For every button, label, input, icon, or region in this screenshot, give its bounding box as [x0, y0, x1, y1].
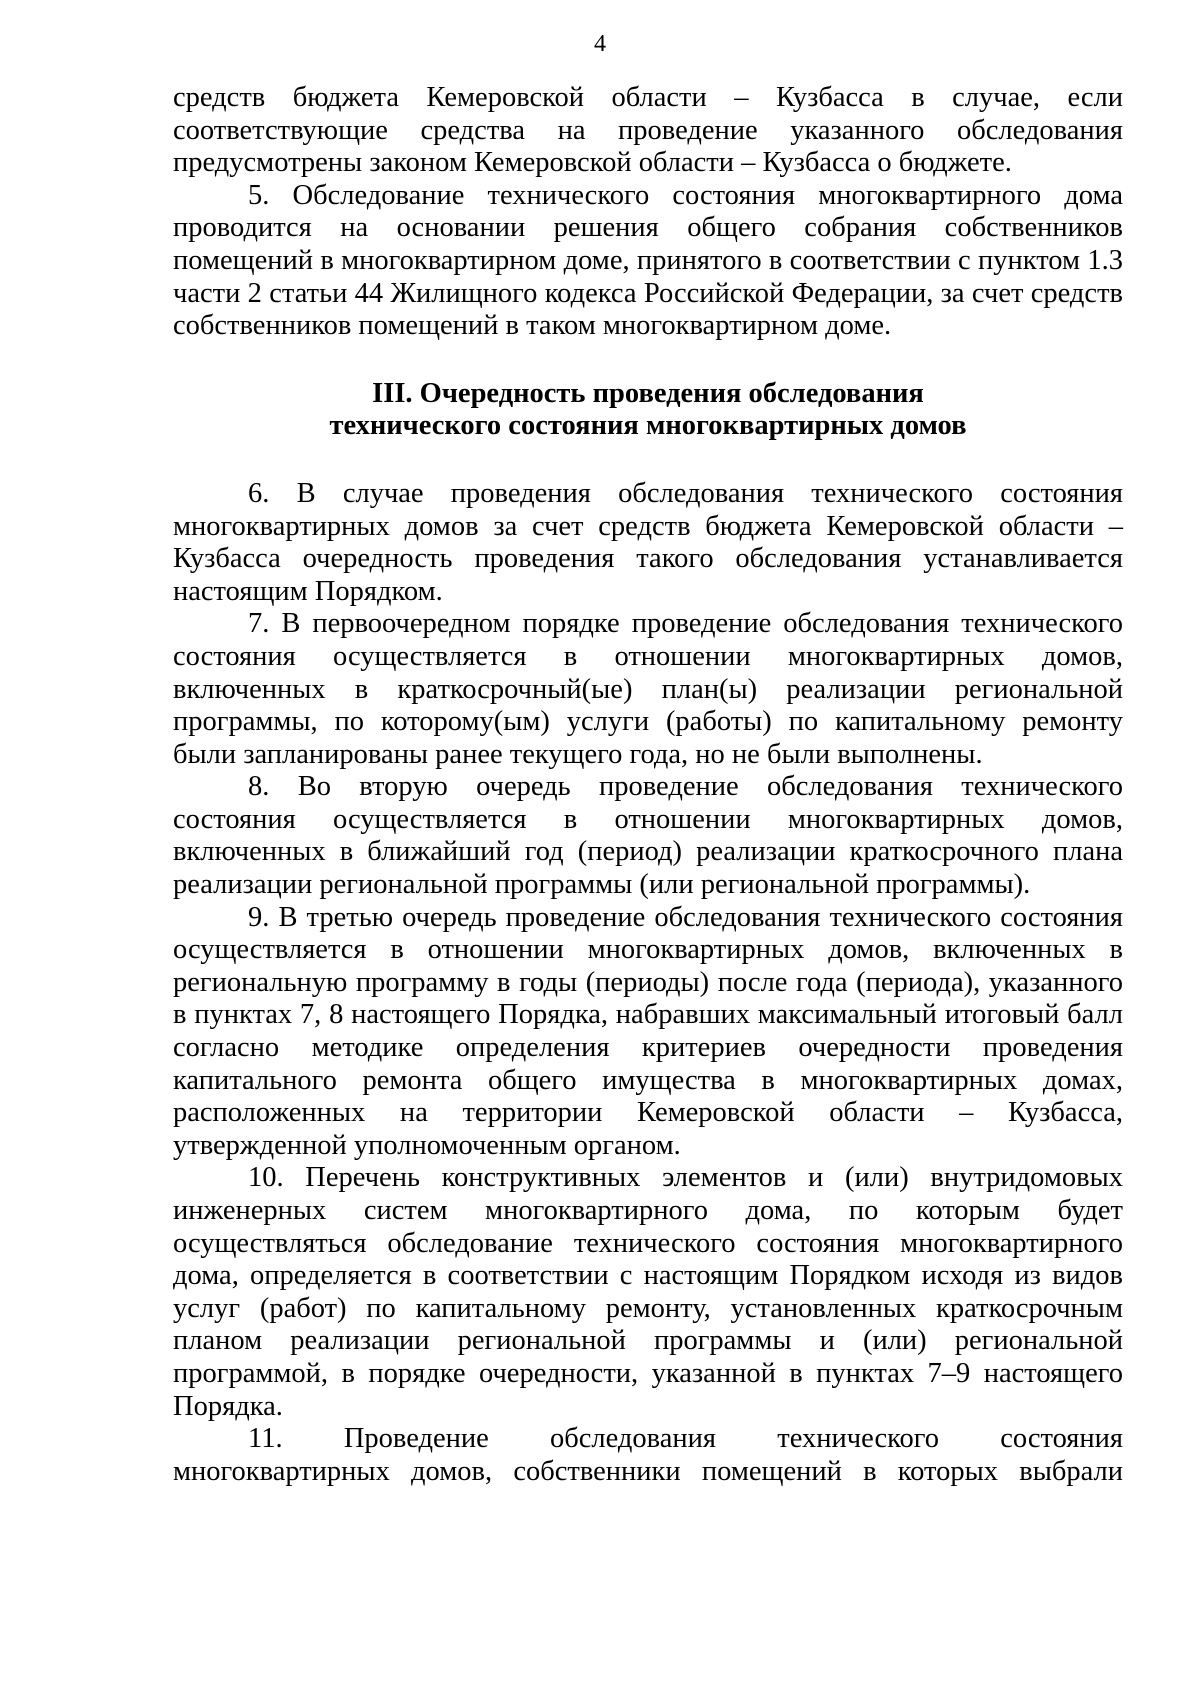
paragraph-item-8: 8. Во вторую очередь проведение обследования технического состояния осуществляется в отношении многоквартирных домов, включенных в ближайший год (период) реализации краткосрочного плана реализации региональной программы (или региональной программы). [173, 771, 1123, 901]
paragraph-continuation: средств бюджета Кемеровской области – Кузбасса в случае, если соответствующие средства на проведение указанного обследования предусмотрены законом Кемеровской области – Кузбасса о бюджете. [173, 82, 1123, 179]
paragraph-item-5: 5. Обследование технического состояния многоквартирного дома проводится на основании решения общего собрания собственников помещений в многоквартирном доме, принятого в соответствии с пунктом 1.3 части 2 статьи 44 Жилищного кодекса Российской Федерации, за счет средств собственников помещений в таком многоквартирном доме. [173, 179, 1123, 342]
paragraph-item-9: 9. В третью очередь проведение обследования технического состояния осуществляется в отношении многоквартирных домов, включенных в региональную программу в годы (периоды) после года (периода), указанного в пунктах 7, 8 настоящего Порядка, набравших максимальный итоговый балл согласно методике определения критериев очередности проведения капитального ремонта общего имущества в многоквартирных домах, расположенных на территории Кемеровской области – Кузбасса, утвержденной уполномоченным органом. [173, 901, 1123, 1161]
document-body [173, 82, 1123, 1488]
paragraph-item-10: 10. Перечень конструктивных элементов и (или) внутридомовых инженерных систем многоквартирного дома, по которым будет осуществляться обследование технического состояния многоквартирного дома, определяется в соответствии с настоящим Порядком исходя из видов услуг (работ) по капитальному ремонту, установленных краткосрочным планом реализации региональной программы и (или) региональной программой, в порядке очередности, указанной в пунктах 7–9 настоящего Порядка. [173, 1162, 1123, 1422]
section-heading [173, 378, 1123, 443]
paragraph-item-7: 7. В первоочередном порядке проведение обследования технического состояния осуществляется в отношении многоквартирных домов, включенных в краткосрочный(ые) план(ы) реализации региональной программы, по которому(ым) услуги (работы) по капитальному ремонту были запланированы ранее текущего года, но не были выполнены. [173, 608, 1123, 770]
paragraph-item-6: 6. В случае проведения обследования технического состояния многоквартирных домов за счет средств бюджета Кемеровской области – Кузбасса очередность проведения такого обследования устанавливается настоящим Порядком. [173, 477, 1123, 607]
section-heading-line-2: технического состояния многоквартирных домов [329, 410, 967, 442]
page-number: 4 [594, 31, 606, 57]
paragraph-item-11: 11. Проведение обследования технического состояния многоквартирных домов, собственники помещений в которых выбрали [173, 1423, 1123, 1487]
section-heading-line-1: III. Очередность проведения обследования [372, 377, 924, 409]
